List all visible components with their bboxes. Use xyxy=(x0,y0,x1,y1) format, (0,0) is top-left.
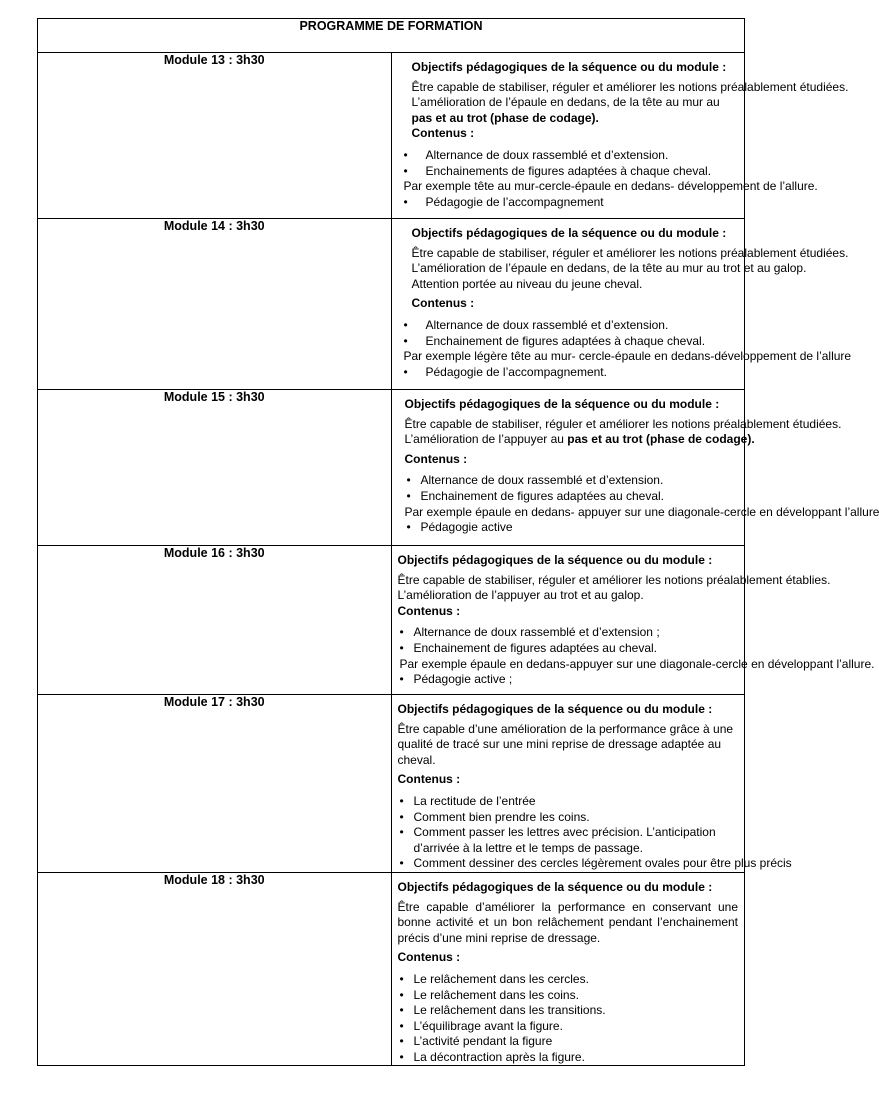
contenus-list xyxy=(412,318,739,349)
programme-title: PROGRAMME DE FORMATION xyxy=(38,19,745,53)
module-row-14 xyxy=(38,219,745,390)
list-item: • Alternance de doux rassemblé et d’extension. xyxy=(405,473,739,489)
contenus-list xyxy=(412,365,739,381)
module-label: Module 13 : 3h30 xyxy=(38,53,392,219)
objective-text: Être capable de stabiliser, réguler et améliorer les notions préalablement étudiées. xyxy=(404,416,842,431)
contenus-heading: Contenus : xyxy=(397,950,461,965)
list-item: • Le relâchement dans les transitions. xyxy=(398,1003,739,1019)
module-row-16 xyxy=(38,546,745,695)
list-item: • Pédagogie active ; xyxy=(398,672,739,688)
module-content xyxy=(391,219,852,390)
objective-text: Être capable d’une amélioration de la performance grâce à une qualité de tracé sur une mini reprise de dressage adaptée au cheval. xyxy=(397,721,734,767)
objectives-heading: Objectifs pédagogiques de la séquence ou du module : xyxy=(397,553,713,567)
list-item: • L’activité pendant la figure xyxy=(398,1034,739,1050)
list-item: • Comment passer les lettres avec précision. L’anticipation d’arrivée à la lettre et le temps de passage. xyxy=(398,825,741,856)
list-item: • La rectitude de l’entrée xyxy=(398,794,741,810)
objective-text xyxy=(404,432,755,448)
list-item: • Comment bien prendre les coins. xyxy=(398,810,741,826)
contenus-heading: Contenus : xyxy=(411,126,475,141)
list-item: • Alternance de doux rassemblé et d’extension. xyxy=(404,318,739,334)
module-label: Module 18 : 3h30 xyxy=(38,872,392,1066)
list-item: • L’équilibrage avant la figure. xyxy=(398,1019,739,1035)
module-row-18 xyxy=(38,872,745,1066)
module-content xyxy=(391,390,879,546)
contenus-list xyxy=(412,195,739,211)
list-item: • Pédagogie de l’accompagnement xyxy=(404,195,739,211)
module-row-17 xyxy=(38,695,745,873)
module-label: Module 16 : 3h30 xyxy=(38,546,392,695)
objective-text: L’amélioration de l’épaule en dedans, de la tête au mur au trot et au galop. xyxy=(411,261,807,276)
contenus-list xyxy=(412,625,739,656)
list-item: • Le relâchement dans les cercles. xyxy=(398,972,739,988)
list-item: • La décontraction après la figure. xyxy=(398,1050,739,1066)
contenus-list xyxy=(419,520,739,536)
objectives-heading: Objectifs pédagogiques de la séquence ou du module : xyxy=(397,879,713,894)
objective-text: Être capable d’améliorer la performance en conservant une bonne activité et un bon relâchement pendant l’enchainement précis d’une mini reprise de dressage. xyxy=(397,899,738,945)
contenus-list xyxy=(412,148,739,179)
module-content xyxy=(391,695,792,873)
contenus-heading: Contenus : xyxy=(397,603,461,618)
objective-text xyxy=(412,95,739,126)
title-row xyxy=(38,19,745,53)
contenus-heading: Contenus : xyxy=(404,451,468,466)
list-item: • Le relâchement dans les coins. xyxy=(398,988,739,1004)
objective-text: Attention portée au niveau du jeune cheval. xyxy=(411,276,643,291)
example-text: Par exemple épaule en dedans-appuyer sur une diagonale-cercle en développant l’allure. xyxy=(399,656,875,671)
example-text: Par exemple épaule en dedans- appuyer sur une diagonale-cercle en développant l’allure xyxy=(404,504,879,519)
contenus-list xyxy=(412,793,792,872)
list-item: • Enchainements de figures adaptées à chaque cheval. xyxy=(404,164,739,180)
module-content xyxy=(391,53,849,219)
objective-text: L’amélioration de l’appuyer au trot et au galop. xyxy=(397,588,644,603)
example-text: Par exemple légère tête au mur- cercle-épaule en dedans-développement de l’allure xyxy=(403,349,852,364)
objective-text-plain: L’amélioration de l’appuyer au xyxy=(404,432,568,447)
contenus-heading: Contenus : xyxy=(397,772,461,787)
list-item: • Enchainement de figures adaptées à chaque cheval. xyxy=(404,334,739,350)
module-content xyxy=(391,872,745,1066)
list-item: • Enchainement de figures adaptées au cheval. xyxy=(398,641,739,657)
list-item: • Pédagogie de l’accompagnement. xyxy=(404,365,739,381)
objectives-heading: Objectifs pédagogiques de la séquence ou du module : xyxy=(404,397,720,411)
list-item: • Comment dessiner des cercles légèrement ovales pour être plus précis xyxy=(398,856,741,872)
programme-table xyxy=(37,18,879,1066)
objective-text: Être capable de stabiliser, réguler et améliorer les notions préalablement établies. xyxy=(397,572,831,587)
objectives-heading: Objectifs pédagogiques de la séquence ou du module : xyxy=(397,702,713,716)
contenus-heading: Contenus : xyxy=(411,296,475,311)
contenus-list xyxy=(412,672,739,688)
module-label: Module 17 : 3h30 xyxy=(38,695,392,873)
objective-text-bold: pas et au trot (phase de codage). xyxy=(567,432,755,447)
objectives-heading: Objectifs pédagogiques de la séquence ou du module : xyxy=(411,226,727,240)
module-label: Module 15 : 3h30 xyxy=(38,390,392,546)
module-row-15 xyxy=(38,390,745,546)
module-label: Module 14 : 3h30 xyxy=(38,219,392,390)
contenus-list xyxy=(419,473,739,504)
example-text: Par exemple tête au mur-cercle-épaule en dedans- développement de l’allure. xyxy=(403,179,818,194)
objectives-heading: Objectifs pédagogiques de la séquence ou du module : xyxy=(411,60,727,74)
list-item: • Alternance de doux rassemblé et d’extension ; xyxy=(398,625,739,641)
list-item: • Alternance de doux rassemblé et d’extension. xyxy=(404,148,739,164)
list-item: • Enchainement de figures adaptées au cheval. xyxy=(405,489,739,505)
contenus-list xyxy=(412,972,739,1066)
list-item: • Pédagogie active xyxy=(405,520,739,536)
objective-text: Être capable de stabiliser, réguler et améliorer les notions préalablement étudiées. xyxy=(411,245,849,260)
objective-text-bold: pas et au trot (phase de codage). xyxy=(411,110,599,125)
module-row-13 xyxy=(38,53,745,219)
objective-text: Être capable de stabiliser, réguler et améliorer les notions préalablement étudiées. xyxy=(411,79,849,94)
objective-text-plain: L’amélioration de l’épaule en dedans, de la tête au mur au xyxy=(411,95,720,110)
module-content xyxy=(391,546,875,695)
